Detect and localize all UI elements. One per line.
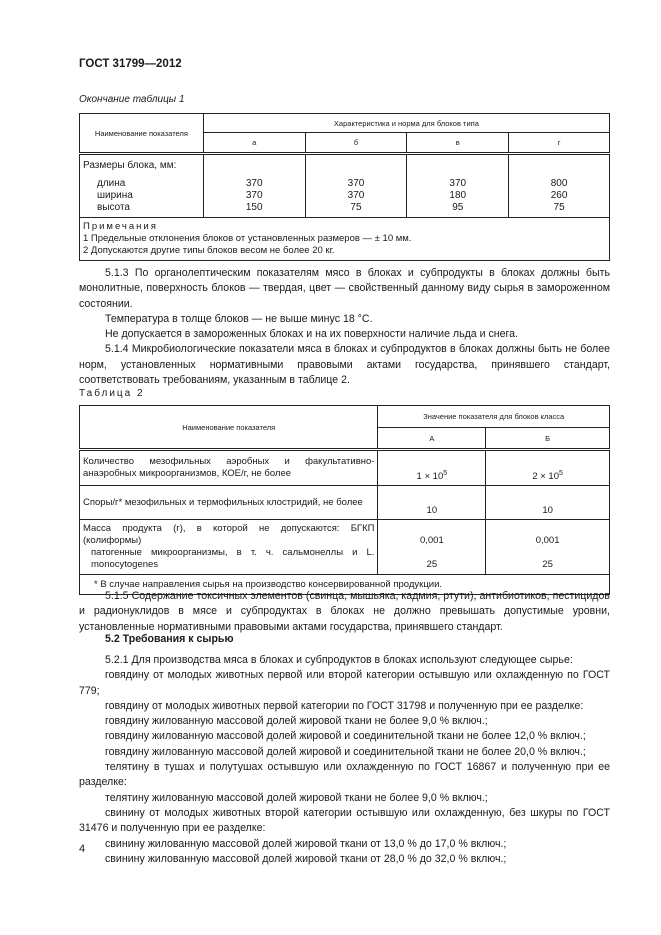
table1-cell: 260: [550, 190, 568, 201]
table2: [79, 405, 610, 595]
paragraph-block-1: [79, 266, 610, 388]
paragraph: 5.2.1 Для производства мяса в блоках и субпродуктов в блоках используют следующее сырье:: [105, 654, 573, 666]
paragraph: говядину от молодых животных первой категории по ГОСТ 31798 и полученную при ее разделке:: [105, 699, 584, 712]
table1-type-header: б: [305, 133, 407, 154]
table2-cell-exp: 5: [443, 469, 448, 477]
table1-cell: 800: [550, 178, 568, 189]
table1-notes: [80, 218, 610, 261]
paragraph: 5.1.4 Микробиологические показатели мяса в блоках и субпродуктов в блоках должны быть не более норм, установленных нормативными правовыми актами государства, принявшего стандарт, соответствовать требованиям, указанным в таблице 2.: [79, 343, 610, 387]
table1: [79, 113, 610, 261]
table2-name-header: Наименование показателя: [80, 406, 378, 450]
table2-footnote: * В случае направления сырья на производство консервированной продукции.: [80, 575, 610, 595]
table1-row-label: длина: [97, 178, 126, 189]
paragraph: 5.1.3 По органолептическим показателям мясо в блоках и субпродукты в блоках должны быть монолитные, поверхность блоков — твердая, цвет — свойственный данному виду сырья в замороженном состоянии.: [79, 267, 610, 310]
paragraph-block-2: [79, 589, 610, 635]
paragraph: телятину в тушах и полутушах остывшую или охлажденную по ГОСТ 16867 и полученную при ее разделке:: [79, 761, 610, 789]
table2-row-sublabel: Масса продукта (г), в которой не допускаются: БГКП (колиформы): [83, 523, 375, 546]
table2-cell: [486, 520, 610, 575]
table2-row-label: [80, 520, 378, 575]
table1-col-v: [407, 154, 509, 218]
table1-col-a: [203, 154, 305, 218]
table1-type-header: а: [203, 133, 305, 154]
table2-cell-value: 0,001: [419, 535, 444, 546]
table2-cell-exp: 5: [559, 469, 563, 477]
table1-row-label: высота: [97, 202, 130, 213]
section-heading: [79, 632, 610, 647]
paragraph: свинину жилованную массовой долей жировой ткани от 28,0 % до 32,0 % включ.;: [105, 852, 507, 865]
table2-cell-value: 25: [542, 559, 553, 570]
table2-cell: [486, 450, 610, 486]
table2-cell: 10: [378, 486, 486, 520]
page-number: 4: [79, 843, 86, 855]
table2-row-label: Количество мезофильных аэробных и факультативно-анаэробных микроорганизмов, КОЕ/г, не более: [80, 450, 378, 486]
table1-cell: 150: [245, 202, 263, 213]
table2-cell-value: 0,001: [535, 535, 560, 546]
table1-cell: 370: [347, 178, 365, 189]
paragraph: 5.1.5 Содержание токсичных элементов (свинца, мышьяка, кадмия, ртути), антибиотиков, пестицидов и радионуклидов в мясе и субпродуктах в блоках не должно превышать допустимые уровни, установленные нормативными правовыми актами государства, принявшего стандарт.: [79, 590, 610, 633]
paragraph: свинину от молодых животных второй категории остывшую или охлажденную, без шкуры по ГОСТ 31476 и полученную при ее разделке:: [79, 806, 610, 835]
table1-cell: 75: [553, 202, 565, 213]
table1-col-b: [305, 154, 407, 218]
table1-cell: 75: [350, 202, 362, 213]
table2-class-header: А: [378, 428, 486, 450]
table1-name-header: Наименование показателя: [80, 114, 204, 154]
table1-note: 2 Допускаются другие типы блоков весом не более 20 кг.: [83, 245, 335, 256]
table1-note: 1 Предельные отклонения блоков от установленных размеров — ± 10 мм.: [83, 233, 412, 244]
paragraph: Не допускается в замороженных блоках и на их поверхности наличие льда и снега.: [105, 328, 519, 341]
table1-notes-title: Примечания: [83, 221, 158, 232]
table1-row-label: ширина: [97, 190, 133, 201]
paragraph: Температура в толще блоков — не выше минус 18 °С.: [105, 312, 373, 325]
table2-group-header: Значение показателя для блоков класса: [378, 406, 610, 428]
document-code: ГОСТ 31799—2012: [79, 58, 182, 70]
paragraph: говядину жилованную массовой долей жировой и соединительной ткани не более 20,0 % включ.;: [105, 745, 586, 758]
table1-cell: 180: [449, 190, 467, 201]
table1-cell: 370: [347, 190, 365, 201]
table2-cell: [378, 520, 486, 575]
paragraph: свинину жилованную массовой долей жировой ткани от 13,0 % до 17,0 % включ.;: [105, 837, 507, 850]
table2-row-label: Споры/г* мезофильных и термофильных клостридий, не более: [80, 486, 378, 520]
table2-cell: 10: [486, 486, 610, 520]
section-title: 5.2 Требования к сырью: [105, 633, 234, 645]
table1-section-label: Размеры блока, мм:: [83, 160, 177, 171]
table1-cell: 370: [245, 178, 263, 189]
table1-col-g: [509, 154, 610, 218]
paragraph: телятину жилованную массовой долей жировой ткани не более 9,0 % включ.;: [105, 791, 488, 804]
table2-class-header: Б: [486, 428, 610, 450]
table1-group-header: Характеристика и норма для блоков типа: [203, 114, 609, 133]
table2-cell-base: 2 × 10: [532, 471, 559, 482]
table2-cell-value: 25: [426, 559, 438, 570]
paragraph: говядину жилованную массовой долей жировой ткани не более 9,0 % включ.;: [105, 715, 488, 728]
table2-cell: [378, 450, 486, 486]
table1-cell: 370: [245, 190, 263, 201]
table1-row-labels: [80, 154, 204, 218]
table1-type-header: г: [509, 133, 610, 154]
table1-caption: Окончание таблицы 1: [79, 94, 185, 105]
paragraph-block-3: [79, 653, 610, 867]
table2-cell-base: 1 × 10: [416, 471, 444, 482]
paragraph: говядину жилованную массовой долей жировой и соединительной ткани не более 12,0 % включ.;: [105, 730, 586, 743]
table1-cell: 370: [449, 178, 467, 189]
paragraph: говядину от молодых животных первой или второй категории остывшую или охлажденную по ГОСТ 779;: [79, 669, 610, 697]
table2-row-sublabel: патогенные микроорганизмы, в т. ч. сальмонеллы и L. monocytogenes: [91, 547, 375, 570]
table1-cell: 95: [452, 202, 464, 213]
table2-caption: Таблица 2: [79, 388, 145, 399]
table1-type-header: в: [407, 133, 509, 154]
